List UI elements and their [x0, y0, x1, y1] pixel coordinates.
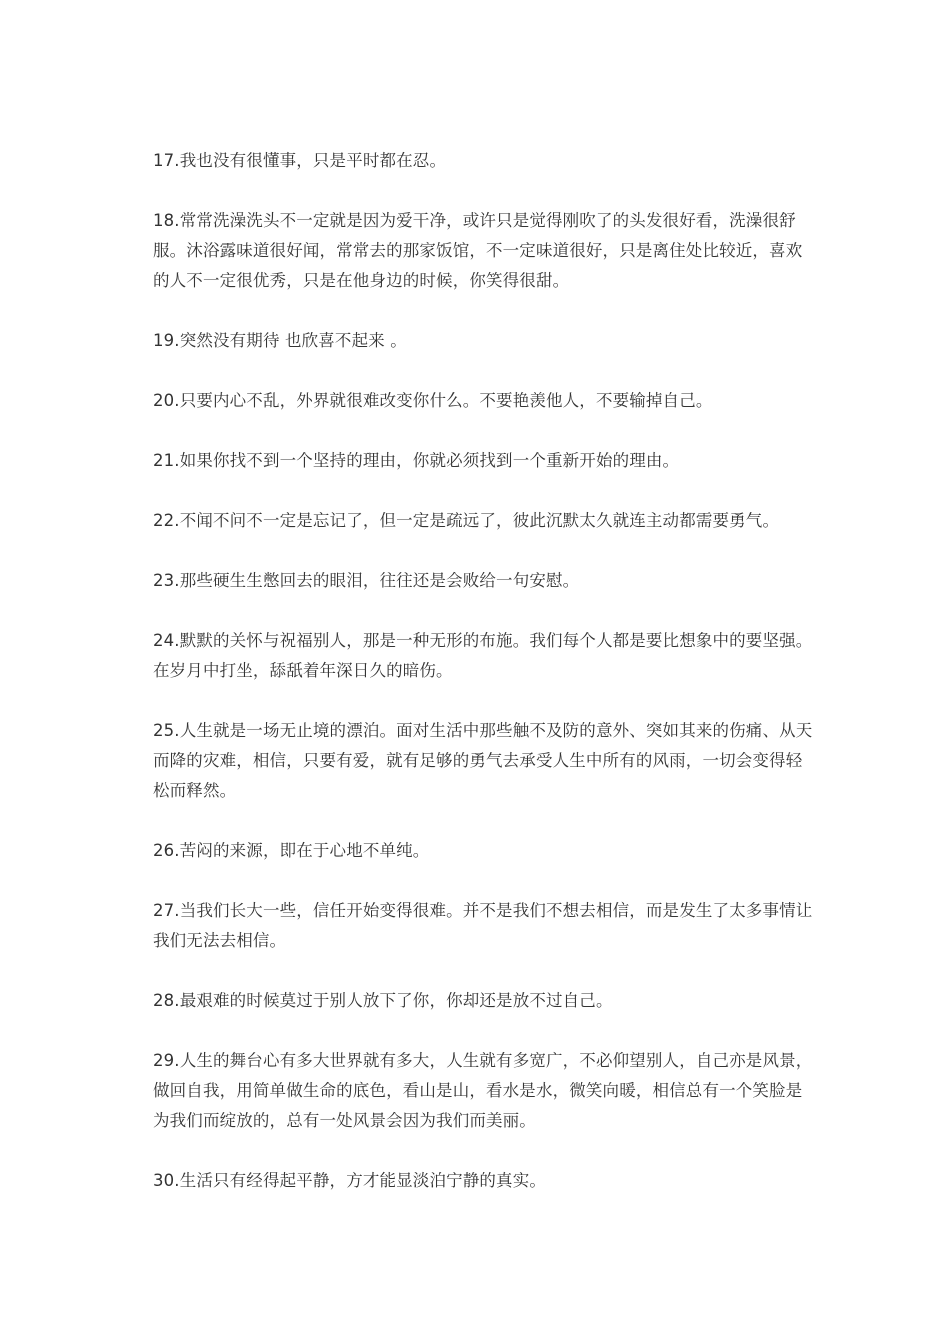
quote-30: 30.生活只有经得起平静，方才能显淡泊宁静的真实。 — [153, 1171, 546, 1190]
quote-26: 26.苦闷的来源，即在于心地不单纯。 — [153, 841, 430, 860]
document-body — [153, 146, 813, 1226]
quote-25: 25.人生就是一场无止境的漂泊。面对生活中那些触不及防的意外、突如其来的伤痛、从天而降的灾难，相信，只要有爱，就有足够的勇气去承受人生中所有的风雨，一切会变得轻松而释然。 — [153, 721, 813, 800]
quote-21: 21.如果你找不到一个坚持的理由，你就必须找到一个重新开始的理由。 — [153, 451, 680, 470]
quote-20: 20.只要内心不乱，外界就很难改变你什么。不要艳羡他人，不要输掉自己。 — [153, 391, 713, 410]
quote-18: 18.常常洗澡洗头不一定就是因为爱干净，或许只是觉得刚吹了的头发很好看，洗澡很舒服。沐浴露味道很好闻，常常去的那家饭馆，不一定味道很好，只是离住处比较近，喜欢的人不一定很优秀，只是在他身边的时候，你笑得很甜。 — [153, 211, 803, 290]
quote-28: 28.最艰难的时候莫过于别人放下了你，你却还是放不过自己。 — [153, 991, 613, 1010]
quote-29: 29.人生的舞台心有多大世界就有多大，人生就有多宽广，不必仰望别人，自己亦是风景，做回自我，用简单做生命的底色，看山是山，看水是水，微笑向暖，相信总有一个笑脸是为我们而绽放的，总有一处风景会因为我们而美丽。 — [153, 1051, 813, 1130]
quote-17: 17.我也没有很懂事，只是平时都在忍。 — [153, 151, 447, 170]
quote-23: 23.那些硬生生憋回去的眼泪，往往还是会败给一句安慰。 — [153, 571, 580, 590]
quote-24: 24.默默的关怀与祝福别人，那是一种无形的布施。我们每个人都是要比想象中的要坚强。在岁月中打坐，舔舐着年深日久的暗伤。 — [153, 631, 813, 680]
quote-27: 27.当我们长大一些，信任开始变得很难。并不是我们不想去相信，而是发生了太多事情让我们无法去相信。 — [153, 901, 813, 950]
quote-22: 22.不闻不问不一定是忘记了，但一定是疏远了，彼此沉默太久就连主动都需要勇气。 — [153, 511, 780, 530]
quote-19: 19.突然没有期待 也欣喜不起来 。 — [153, 331, 407, 350]
